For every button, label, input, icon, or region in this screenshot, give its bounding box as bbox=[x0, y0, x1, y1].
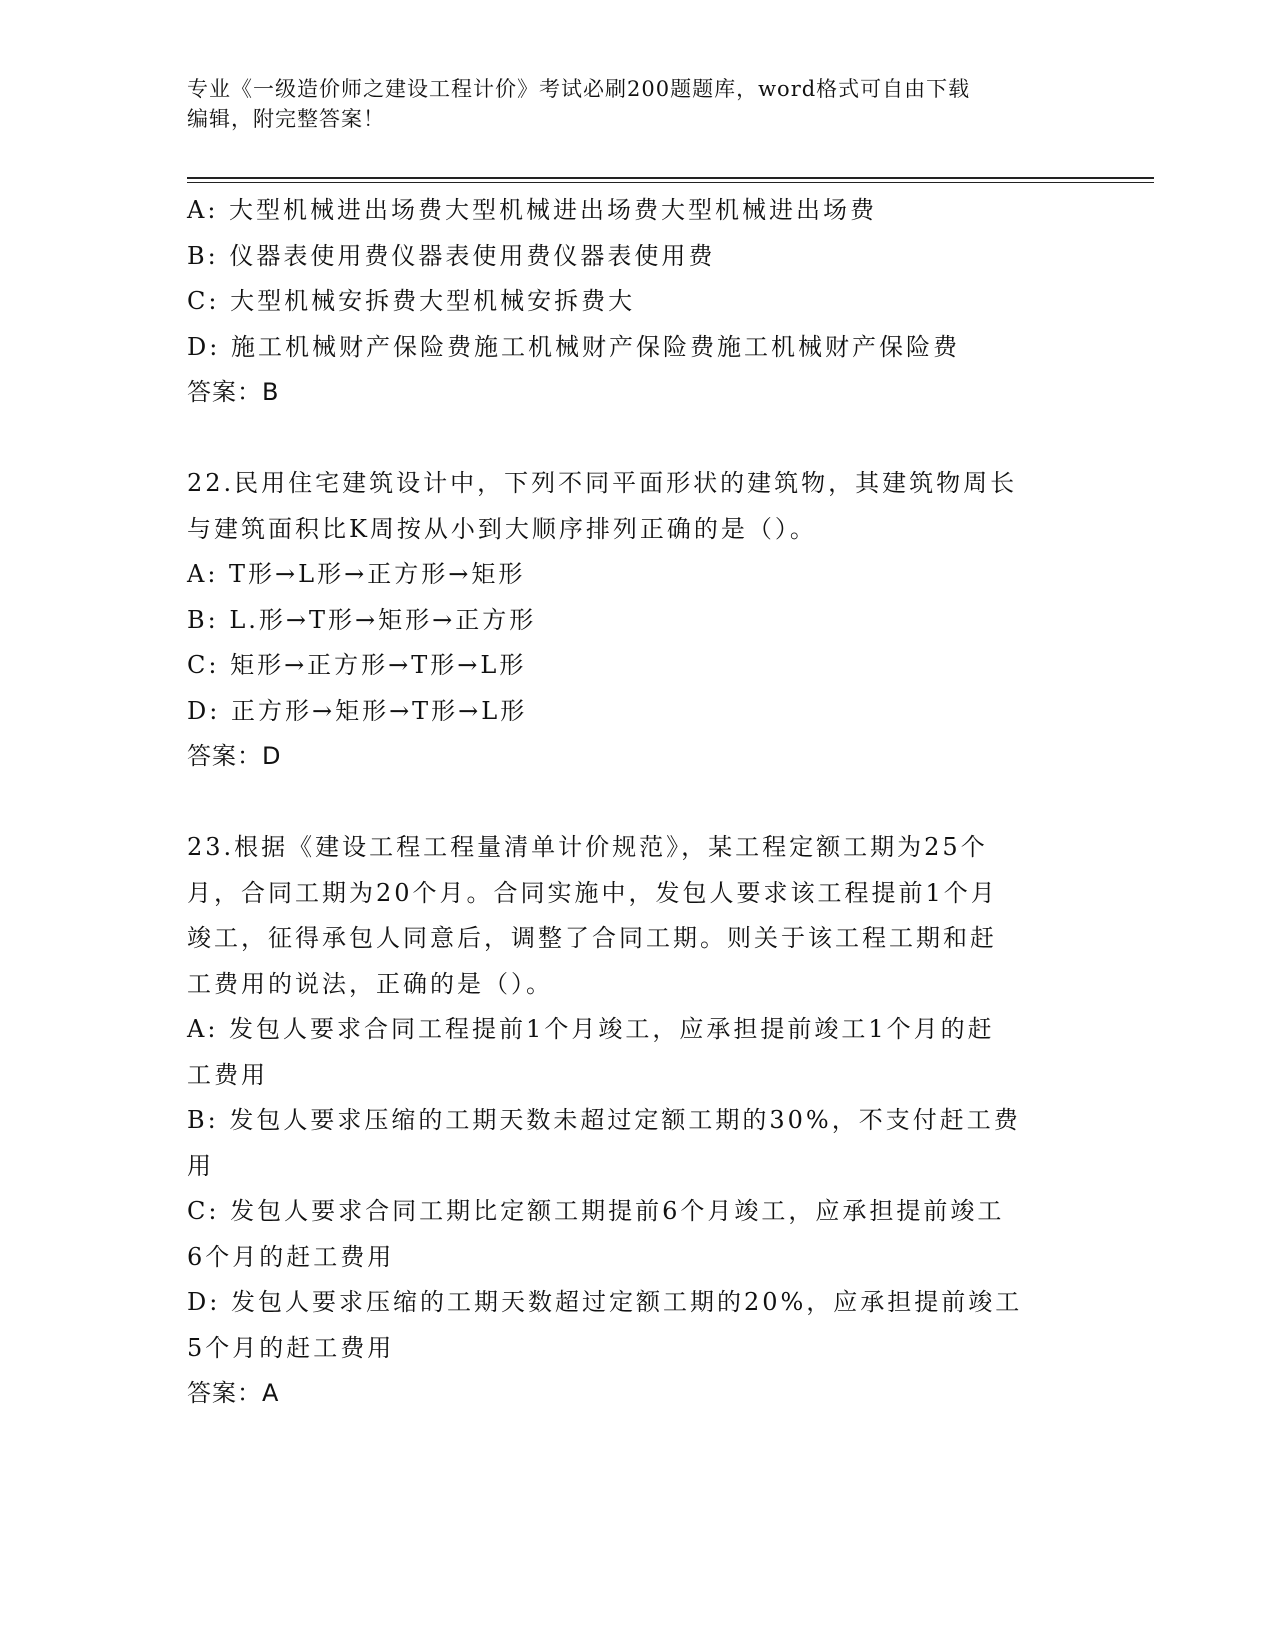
q23-option-d-cont: 5个月的赶工费用 bbox=[187, 1333, 395, 1362]
q23-option-c-cont: 6个月的赶工费用 bbox=[187, 1242, 395, 1271]
q23-stem-line-3: 竣工，征得承包人同意后，调整了合同工期。则关于该工程工期和赶 bbox=[187, 924, 997, 952]
question-23-block bbox=[187, 825, 1087, 1417]
page-header bbox=[187, 74, 1067, 134]
q23-option-a: A: 发包人要求合同工程提前1个月竣工，应承担提前竣工1个月的赶 bbox=[187, 1015, 995, 1043]
header-divider-thick bbox=[187, 177, 1154, 179]
q23-option-d: D: 发包人要求压缩的工期天数超过定额工期的20%，应承担提前竣工 bbox=[187, 1288, 1023, 1316]
q23-option-b: B: 发包人要求压缩的工期天数未超过定额工期的30%，不支付赶工费 bbox=[187, 1106, 1021, 1134]
q23-option-c: C: 发包人要求合同工期比定额工期提前6个月竣工，应承担提前竣工 bbox=[187, 1197, 1005, 1225]
question-content bbox=[187, 188, 1087, 1417]
header-line-1: 专业《一级造价师之建设工程计价》考试必刷200题题库，word格式可自由下载 bbox=[187, 77, 971, 101]
spacer bbox=[187, 416, 1087, 462]
q23-option-a-cont: 工费用 bbox=[187, 1060, 268, 1089]
q21-option-a: A: 大型机械进出场费大型机械进出场费大型机械进出场费 bbox=[187, 196, 878, 224]
question-21-block bbox=[187, 188, 1087, 416]
q22-option-a: A: T形→L形→正方形→矩形 bbox=[187, 560, 526, 588]
q21-option-b: B: 仪器表使用费仪器表使用费仪器表使用费 bbox=[187, 241, 716, 270]
q23-stem-line-2: 月，合同工期为20个月。合同实施中，发包人要求该工程提前1个月 bbox=[187, 878, 998, 907]
q22-option-c: C: 矩形→正方形→T形→L形 bbox=[187, 651, 527, 679]
q22-answer: 答案：D bbox=[187, 742, 282, 770]
q22-option-d: D: 正方形→矩形→T形→L形 bbox=[187, 696, 528, 725]
q23-stem-line-1: 23.根据《建设工程工程量清单计价规范》，某工程定额工期为25个 bbox=[187, 833, 988, 861]
q21-answer: 答案：B bbox=[187, 378, 280, 406]
spacer bbox=[187, 780, 1087, 826]
header-line-2: 编辑，附完整答案！ bbox=[187, 107, 385, 131]
q21-option-d: D: 施工机械财产保险费施工机械财产保险费施工机械财产保险费 bbox=[187, 332, 960, 361]
question-22-block bbox=[187, 461, 1087, 780]
q22-stem-line-1: 22.民用住宅建筑设计中，下列不同平面形状的建筑物，其建筑物周长 bbox=[187, 469, 1018, 497]
q23-answer: 答案：A bbox=[187, 1379, 280, 1407]
q23-option-b-cont: 用 bbox=[187, 1151, 214, 1180]
q22-stem-line-2: 与建筑面积比K周按从小到大顺序排列正确的是（）。 bbox=[187, 514, 817, 543]
header-divider-thin bbox=[187, 182, 1154, 183]
q23-stem-line-4: 工费用的说法，正确的是（）。 bbox=[187, 969, 553, 998]
q22-option-b: B: L.形→T形→矩形→正方形 bbox=[187, 605, 537, 634]
q21-option-c: C: 大型机械安拆费大型机械安拆费大 bbox=[187, 287, 636, 315]
